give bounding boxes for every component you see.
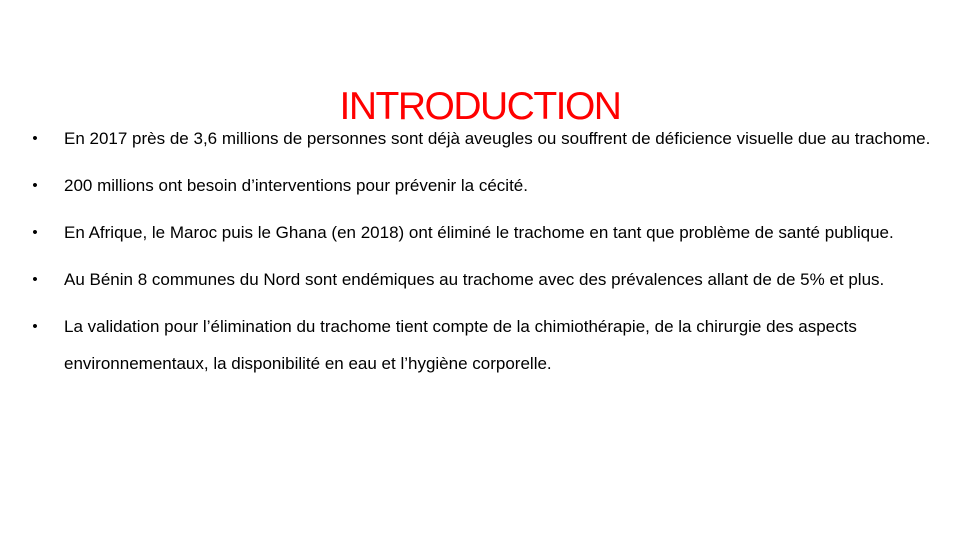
- bullet-text: En Afrique, le Maroc puis le Ghana (en 2018) ont éliminé le trachome en tant que problème de santé publique.: [64, 223, 894, 242]
- bullet-text: La validation pour l’élimination du trachome tient compte de la chimiothérapie, de la chirurgie des aspects environnementaux, la disponibilité en eau et l’hygiène corporelle.: [64, 317, 857, 373]
- bullet-icon: •: [32, 130, 38, 147]
- bullet-item: [28, 308, 933, 382]
- bullet-icon: •: [32, 224, 38, 241]
- bullet-list: [28, 120, 933, 392]
- bullet-text: En 2017 près de 3,6 millions de personnes sont déjà aveugles ou souffrent de déficience visuelle due au trachome.: [64, 129, 931, 148]
- bullet-item: [28, 167, 933, 204]
- bullet-icon: •: [32, 318, 38, 335]
- bullet-item: [28, 214, 933, 251]
- slide-title: INTRODUCTION: [339, 85, 621, 129]
- bullet-item: [28, 120, 933, 157]
- bullet-text: 200 millions ont besoin d’interventions pour prévenir la cécité.: [64, 176, 528, 195]
- bullet-item: [28, 261, 933, 298]
- bullet-text: Au Bénin 8 communes du Nord sont endémiques au trachome avec des prévalences allant de de 5% et plus.: [64, 270, 885, 289]
- bullet-icon: •: [32, 271, 38, 288]
- bullet-icon: •: [32, 177, 38, 194]
